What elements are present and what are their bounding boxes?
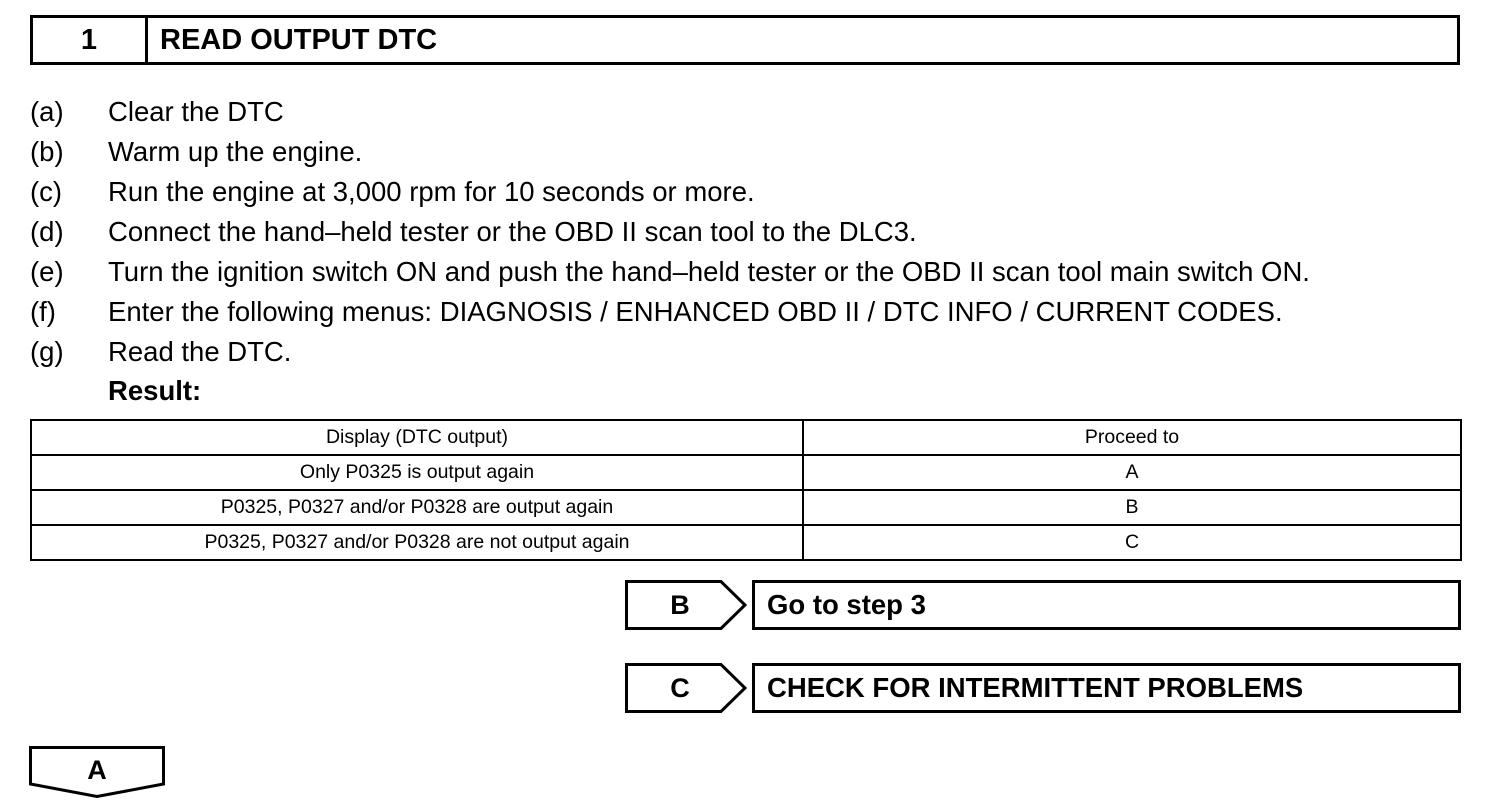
instruction-item [30,252,1310,292]
branch-c [625,663,1304,713]
instruction-label: (a) [30,96,64,127]
result-label: Result: [108,375,202,406]
branch-tag-letter: C [670,672,690,703]
result-table [30,419,1462,561]
branch-tag-b [625,580,745,630]
instruction-item [30,212,1310,252]
instruction-text: Run the engine at 3,000 rpm for 10 seconds or more. [108,176,755,207]
step-title: READ OUTPUT DTC [160,23,438,56]
table-row [31,455,1461,490]
step-number: 1 [33,18,148,62]
instruction-text: Connect the hand–held tester or the OBD II scan tool to the DLC3. [108,216,917,247]
instruction-text: Warm up the engine. [108,136,363,167]
instruction-text: Read the DTC. [108,336,292,367]
continue-tag-letter: A [87,754,107,785]
table-cell-proceed: A [803,455,1461,490]
instruction-item [30,332,1310,372]
instruction-text: Turn the ignition switch ON and push the hand–held tester or the OBD II scan tool main switch ON. [108,256,1310,287]
instruction-label: (f) [30,296,56,327]
instruction-label: (g) [30,336,64,367]
column-header-display: Display (DTC output) [31,420,803,455]
instruction-item [30,132,1310,172]
branch-tag-c [625,663,745,713]
branch-action-box: CHECK FOR INTERMITTENT PROBLEMS [752,663,1461,713]
instruction-label: (e) [30,256,64,287]
instruction-label: (c) [30,176,63,207]
branch-b [625,580,926,630]
continue-tag-a [29,746,165,798]
instruction-text: Clear the DTC [108,96,284,127]
table-cell-proceed: C [803,525,1461,560]
instruction-label: (d) [30,216,64,247]
branch-action-box: Go to step 3 [752,580,1461,630]
instruction-item [30,92,1310,132]
table-row [31,490,1461,525]
branch-tag-letter: B [670,589,690,620]
step-header [30,15,1460,65]
instruction-text: Enter the following menus: DIAGNOSIS / ENHANCED OBD II / DTC INFO / CURRENT CODES. [108,296,1283,327]
table-header-row [31,420,1461,455]
instruction-list [30,92,1310,372]
table-cell-display: P0325, P0327 and/or P0328 are output again [31,490,803,525]
instruction-item [30,172,1310,212]
instruction-label: (b) [30,136,64,167]
instruction-item [30,292,1310,332]
column-header-proceed: Proceed to [803,420,1461,455]
table-cell-display: P0325, P0327 and/or P0328 are not output again [31,525,803,560]
table-cell-proceed: B [803,490,1461,525]
table-cell-display: Only P0325 is output again [31,455,803,490]
table-row [31,525,1461,560]
